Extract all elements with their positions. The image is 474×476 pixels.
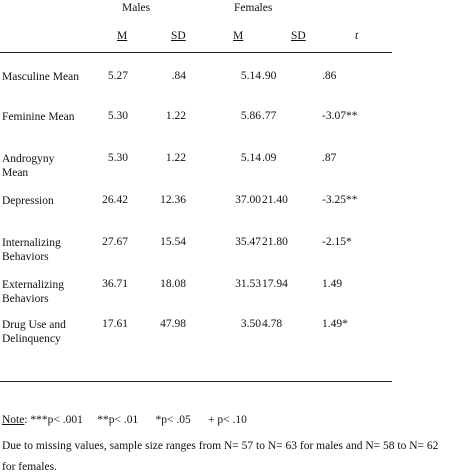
significance-note [2,414,247,426]
male-sd: 1.22 [165,110,186,122]
row-label: Internalizing Behaviors [2,237,61,263]
row-label: Masculine Mean [2,71,79,83]
sample-size-note-line1: Due to missing values, sample size ranges from N= 57 to N= 63 for males and N= 58 to N= 62 [2,440,439,452]
header-rule [0,52,392,53]
col-m-males: M [117,30,128,42]
table-row [0,110,474,144]
female-mean: 5.86 [240,110,261,122]
female-sd: .09 [262,152,277,164]
t-value: .87 [322,152,337,164]
header-males: Males [122,2,151,14]
male-mean: 5.27 [107,70,128,82]
female-mean: 37.00 [235,194,261,206]
female-sd: 4.78 [262,318,283,330]
table-row [0,318,474,352]
t-value: -3.25** [322,194,358,206]
t-value: -3.07** [322,110,358,122]
sample-size-note-line2: for females. [2,461,57,473]
female-mean: 31.53 [235,278,261,290]
female-mean: 35.47 [235,236,261,248]
row-label: Drug Use and Delinquency [2,319,66,345]
t-value: .86 [322,70,337,82]
female-sd: 21.80 [262,236,288,248]
t-value: 1.49* [322,318,348,330]
male-mean: 27.67 [102,236,128,248]
row-label: Depression [2,195,54,207]
male-sd: 15.54 [160,236,186,248]
col-m-females: M [233,30,244,42]
male-sd: 12.36 [160,194,186,206]
row-label: Androgyny Mean [2,153,55,179]
table-row [0,70,474,104]
male-mean: 36.71 [102,278,128,290]
note-text: : ***p< .001 **p< .01 *p< .05 + p< .10 [24,414,247,426]
row-label: Externalizing Behaviors [2,279,64,305]
female-sd: .77 [262,110,277,122]
col-sd-males: SD [171,30,186,42]
male-sd: .84 [171,70,186,82]
t-value: -2.15* [322,236,352,248]
table-row [0,278,474,312]
table-row [0,152,474,186]
row-label: Feminine Mean [2,111,75,123]
female-mean: 5.14 [240,70,261,82]
male-sd: 1.22 [165,152,186,164]
col-t: t [355,30,359,42]
bottom-rule [0,381,392,382]
male-mean: 5.30 [107,152,128,164]
female-mean: 5.14 [240,152,261,164]
note-label: Note [2,414,25,426]
male-mean: 26.42 [102,194,128,206]
male-mean: 17.61 [102,318,128,330]
col-sd-females: SD [291,30,306,42]
t-value: 1.49 [322,278,343,290]
female-sd: 17.94 [262,278,288,290]
female-sd: 21.40 [262,194,288,206]
table-row [0,236,474,270]
male-sd: 47.98 [160,318,186,330]
male-mean: 5.30 [107,110,128,122]
male-sd: 18.08 [160,278,186,290]
female-mean: 3.50 [240,318,261,330]
female-sd: .90 [262,70,277,82]
header-females: Females [234,2,273,14]
table-row [0,194,474,228]
